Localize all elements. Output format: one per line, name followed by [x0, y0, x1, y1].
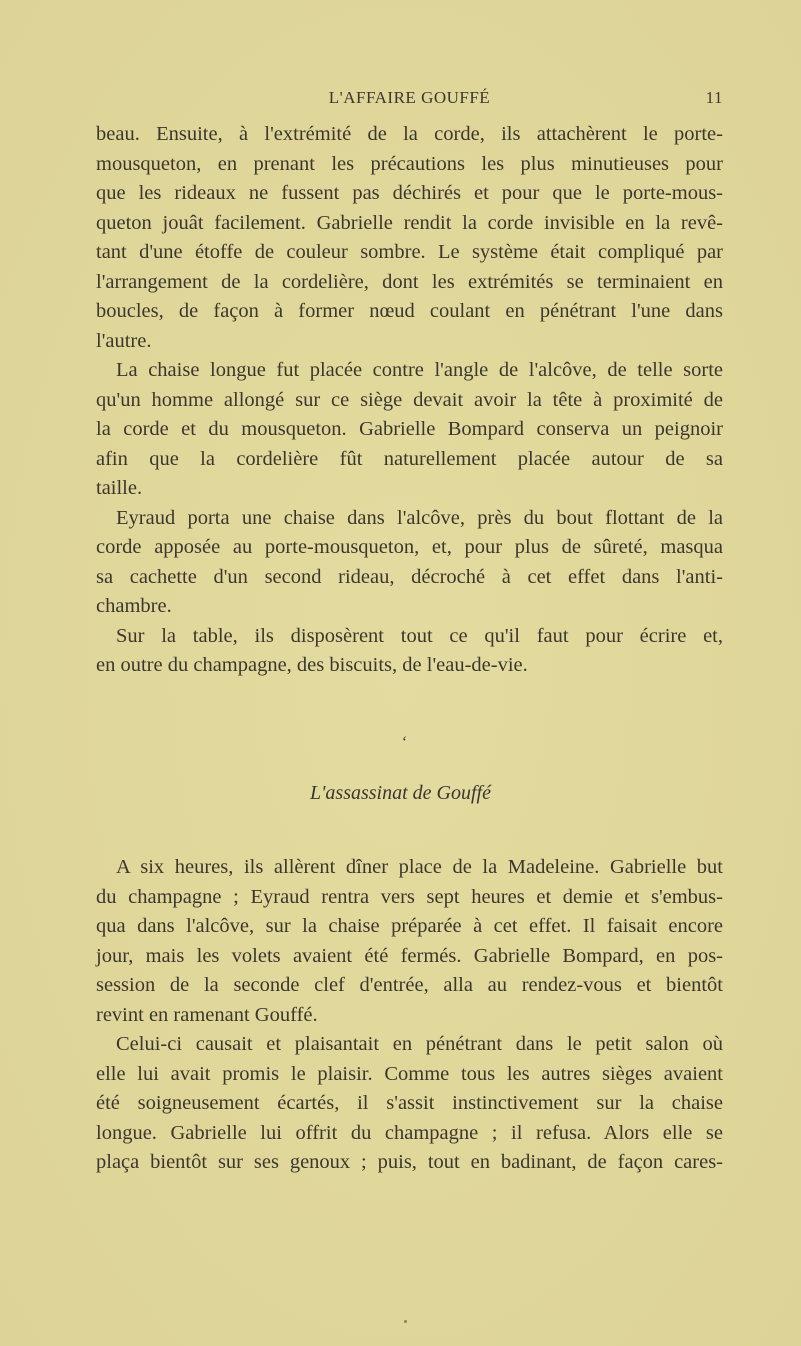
text-line: plaça bientôt sur ses genoux ; puis, tout en badinant, de façon cares- — [96, 1151, 723, 1173]
text-line: mousqueton, en prenant les précautions les plus minutieuses pour — [96, 152, 723, 175]
text-line: qu'un homme allongé sur ce siège devait avoir la tête à proximité de — [96, 388, 723, 411]
text-line: boucles, de façon à former nœud coulant en pénétrant l'une dans — [96, 300, 723, 322]
text-line: Celui-ci causait et plaisantait en pénétrant dans le petit salon où — [116, 1033, 723, 1055]
running-title: L'AFFAIRE GOUFFÉ — [328, 88, 491, 107]
text-line: revint en ramenant Gouffé. — [96, 1003, 318, 1026]
text-line: longue. Gabrielle lui offrit du champagne ; il refusa. Alors elle se — [96, 1121, 723, 1144]
text-line: que les rideaux ne fussent pas déchirés et pour que le porte-mous- — [96, 182, 723, 204]
text-line: en outre du champagne, des biscuits, de l'eau-de-vie. — [96, 654, 528, 676]
running-head — [96, 88, 723, 112]
text-line: jour, mais les volets avaient été fermés. Gabrielle Bompard, en pos- — [96, 944, 723, 967]
text-line: sa cachette d'un second rideau, décroché à cet effet dans l'anti- — [96, 565, 723, 588]
text-line: A six heures, ils allèrent dîner place de la Madeleine. Gabrielle but — [116, 856, 723, 878]
text-line: qua dans l'alcôve, sur la chaise préparée à cet effet. Il faisait encore — [96, 915, 723, 937]
paper-speck — [404, 1320, 407, 1323]
text-line: l'arrangement de la cordelière, dont les extrémités se terminaient en — [96, 270, 723, 293]
text-line: du champagne ; Eyraud rentra vers sept heures et demie et s'embus- — [96, 885, 723, 908]
text-line: été soigneusement écartés, il s'assit instinctivement sur la chaise — [96, 1092, 723, 1114]
text-line: l'autre. — [96, 329, 152, 352]
section-mark: ‘ — [401, 734, 407, 751]
text-line: corde apposée au porte-mousqueton, et, pour plus de sûreté, masqua — [96, 536, 723, 558]
text-line: elle lui avait promis le plaisir. Comme tous les autres sièges avaient — [96, 1062, 723, 1085]
section-title: L'assassinat de Gouffé — [310, 782, 491, 804]
page-number: 11 — [705, 88, 723, 107]
text-line: taille. — [96, 477, 143, 499]
text-line: chambre. — [96, 595, 172, 617]
text-line: tant d'une étoffe de couleur sombre. Le système était compliqué par — [96, 241, 723, 263]
text-line: beau. Ensuite, à l'extrémité de la corde, ils attachèrent le porte- — [96, 123, 723, 145]
text-line: la corde et du mousqueton. Gabrielle Bompard conserva un peignoir — [96, 418, 723, 440]
text-line: Eyraud porta une chaise dans l'alcôve, près du bout flottant de la — [116, 506, 723, 529]
text-line: Sur la table, ils disposèrent tout ce qu'il faut pour écrire et, — [116, 624, 723, 647]
text-line: session de la seconde clef d'entrée, alla au rendez-vous et bientôt — [96, 974, 723, 996]
text-line: afin que la cordelière fût naturellement placée autour de sa — [96, 447, 723, 470]
text-line: queton jouât facilement. Gabrielle rendit la corde invisible en la revê- — [96, 211, 723, 234]
text-line: La chaise longue fut placée contre l'angle de l'alcôve, de telle sorte — [116, 359, 723, 381]
